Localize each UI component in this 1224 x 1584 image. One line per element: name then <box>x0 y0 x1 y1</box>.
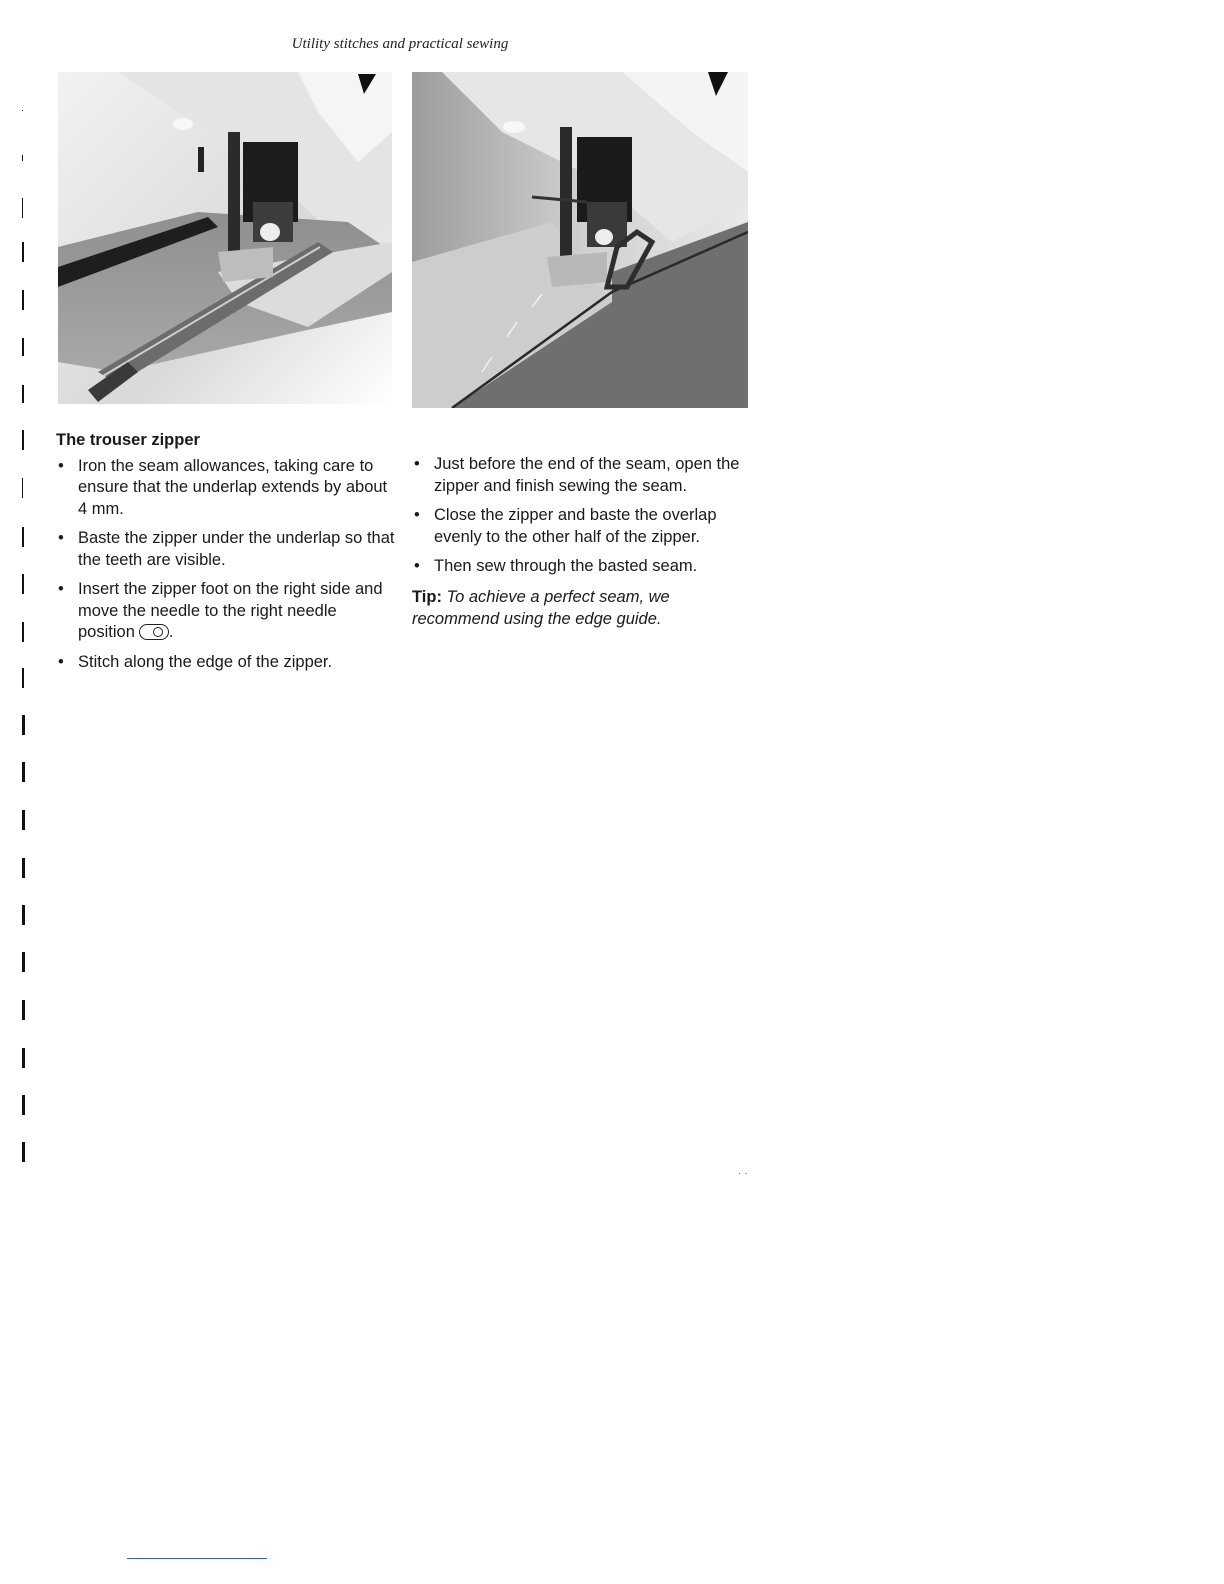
list-item <box>412 505 757 548</box>
list-item <box>56 528 396 571</box>
instruction-list-left <box>56 456 396 674</box>
tip-label: Tip: <box>412 587 442 606</box>
list-item-text: Close the zipper and baste the overlap evenly to the other half of the zipper. <box>434 506 717 546</box>
bullet-marker: • <box>414 455 420 473</box>
list-item <box>56 652 396 674</box>
left-text-column <box>56 430 396 681</box>
list-item <box>412 556 757 578</box>
bullet-marker: • <box>58 580 64 598</box>
bullet-marker: • <box>414 506 420 524</box>
list-item <box>56 456 396 521</box>
tip-note <box>412 586 757 630</box>
list-item <box>56 579 396 644</box>
list-item-text: Just before the end of the seam, open the zipper and finish sewing the seam. <box>434 455 740 495</box>
list-item-suffix: . <box>168 623 174 641</box>
tip-text: To achieve a perfect seam, we recommend using the edge guide. <box>412 587 670 628</box>
list-item-text: Stitch along the edge of the zipper. <box>78 652 333 671</box>
list-item-text: Baste the zipper under the underlap so that the teeth are visible. <box>78 529 395 569</box>
bullet-marker: • <box>58 456 64 475</box>
running-head: Utility stitches and practical sewing <box>291 36 509 52</box>
binding-margin-marks <box>18 90 42 1170</box>
list-item-text: Then sew through the basted seam. <box>434 557 698 575</box>
instruction-list-right <box>412 454 757 578</box>
list-item-text: Insert the zipper foot on the right side and move the needle to the right needle position <box>78 580 383 641</box>
list-item-text: Iron the seam allowances, taking care to ensure that the underlap extends by about 4 mm. <box>78 456 388 518</box>
bottom-rule <box>127 1558 267 1559</box>
zipper-stitching-photo <box>58 72 392 404</box>
bullet-marker: • <box>58 529 64 547</box>
scan-specks: · · <box>738 1168 748 1179</box>
right-text-column <box>412 454 757 630</box>
bullet-marker: • <box>58 652 64 671</box>
section-heading: The trouser zipper <box>56 431 200 449</box>
right-needle-position-icon <box>139 624 169 640</box>
bullet-marker: • <box>414 557 420 575</box>
edge-guide-photo <box>412 72 748 408</box>
list-item <box>412 454 757 497</box>
